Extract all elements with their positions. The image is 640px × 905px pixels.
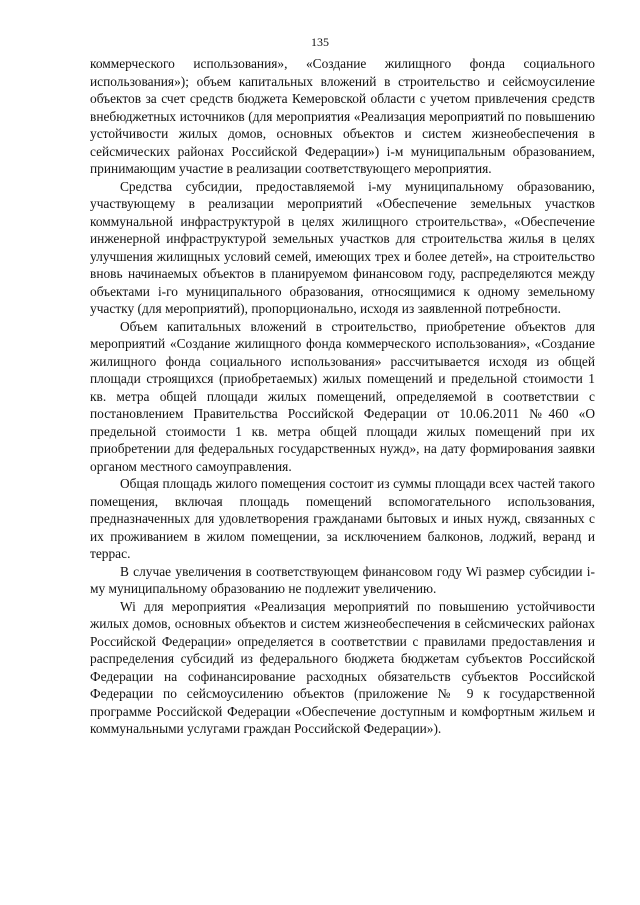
body-text — [90, 55, 595, 738]
paragraph-3: Объем капитальных вложений в строительство, приобретение объектов для мероприятий «Создание жилищного фонда коммерческого использования», «Создание жилищного фонда социального использования» рассчитывается исходя из общей площади строящихся (приобретаемых) жилых помещений и предельной стоимости 1 кв. метра общей площади жилых помещений, определяемой в соответствии с постановлением Правительства Российской Федерации от 10.06.2011 №460 «О предельной стоимости 1 кв. метра общей площади жилых помещений при их приобретении для федеральных государственных нужд», на дату формирования заявки органом местного самоуправления. — [90, 318, 595, 474]
paragraph-4: Общая площадь жилого помещения состоит из суммы площади всех частей такого помещения, включая площадь помещений вспомогательного использования, предназначенных для удовлетворения гражданами бытовых и иных нужд, связанных с их проживанием в жилом помещении, за исключением балконов, лоджий, веранд и террас. — [90, 476, 595, 561]
paragraph-6: Wi для мероприятия «Реализация мероприятий по повышению устойчивости жилых домов, основных объектов и систем жизнеобеспечения в сейсмических районах Российской Федерации» определяется в соответствии с правилами предоставления и распределения субсидий из федерального бюджета бюджетам субъектов Российской Федерации на софинансирование расходных обязательств субъектов Российской Федерации по сейсмоусилению объектов (приложение № 9 к государственной программе Российской Федерации «Обеспечение доступным и комфортным жильем и коммунальными услугами граждан Российской Федерации»). — [90, 598, 595, 736]
paragraph-2: Средства субсидии, предоставляемой i-му муниципальному образованию, участвующему в реализации мероприятий «Обеспечение земельных участков коммунальной инфраструктурой в целях жилищного строительства», «Обеспечение инженерной инфраструктурой земельных участков для строительства жилья в целях улучшения жилищных условий семей, имеющих трех и более детей», на строительство вновь начинаемых объектов в планируемом финансовом году, распределяются между объектами i-го муниципального образования, относящимися к одному земельному участку (для мероприятий), пропорционально, исходя из заявленной потребности. — [90, 178, 595, 316]
page-number: 135 — [311, 35, 329, 49]
paragraph-1: коммерческого использования», «Создание жилищного фонда социального использования»); объем капитальных вложений в строительство и сейсмоусиление объектов за счет средств бюджета Кемеровской области с учетом привлечения средств внебюджетных источников (для мероприятия «Реализация мероприятий по повышению устойчивости жилых домов, основных объектов и систем жизнеобеспечения в сейсмических районах Российской Федерации») i-м муниципальным образованием, принимающим участие в реализации соответствующего мероприятия. — [90, 56, 595, 176]
paragraph-5: В случае увеличения в соответствующем финансовом году Wi размер субсидии i-му муниципальному образованию не подлежит увеличению. — [90, 563, 595, 596]
